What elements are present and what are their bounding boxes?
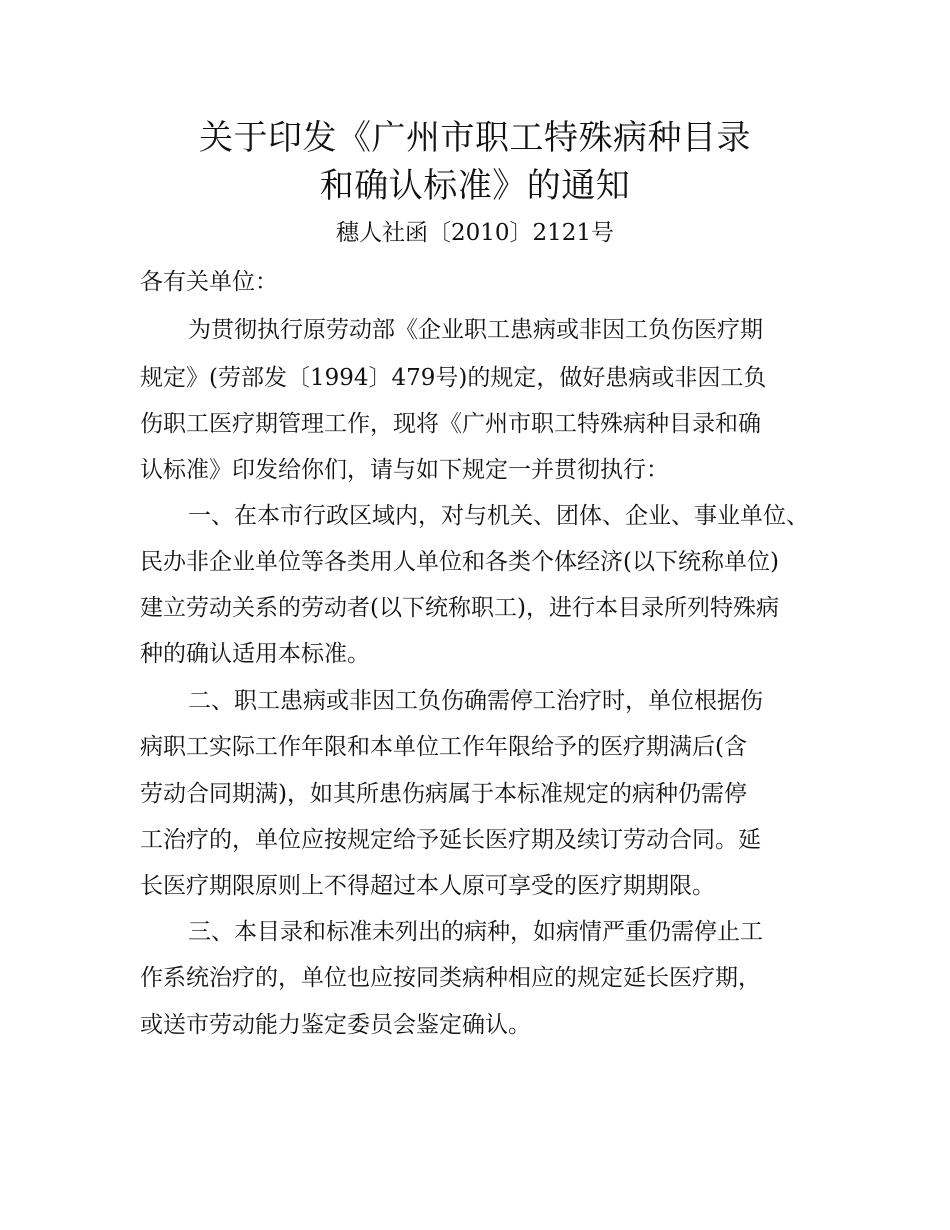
paragraph-4-line-1: 三、本目录和标准未列出的病种，如病情严重仍需停止工: [188, 919, 763, 945]
paragraph-3-line-1: 二、职工患病或非因工负伤确需停工治疗时，单位根据伤: [188, 688, 763, 714]
paragraph-3-line-3: 劳动合同期满)，如其所患伤病属于本标准规定的病种仍需停: [140, 781, 747, 807]
paragraph-1-line-2: 规定》(劳部发〔1994〕479号)的规定，做好患病或非因工负: [140, 365, 767, 391]
paragraph-1-line-1: 为贯彻执行原劳动部《企业职工患病或非因工负伤医疗期: [188, 317, 763, 343]
paragraph-2-line-1: 一、在本市行政区域内，对与机关、团体、企业、事业单位、: [188, 503, 809, 529]
paragraph-3-line-2: 病职工实际工作年限和本单位工作年限给予的医疗期满后(含: [140, 734, 747, 760]
paragraph-4-line-3: 或送市劳动能力鉴定委员会鉴定确认。: [140, 1012, 531, 1038]
paragraph-3-line-5: 长医疗期限原则上不得超过本人原可享受的医疗期期限。: [140, 873, 715, 899]
paragraph-4-line-2: 作系统治疗的，单位也应按同类病种相应的规定延长医疗期，: [140, 965, 761, 991]
paragraph-1-line-4: 认标准》印发给你们，请与如下规定一并贯彻执行：: [140, 457, 669, 483]
document-title-line-2: 和确认标准》的通知: [319, 166, 631, 206]
document-number: 穗人社函〔2010〕2121号: [335, 220, 615, 246]
paragraph-2-line-3: 建立劳动关系的劳动者(以下统称职工)，进行本目录所列特殊病: [140, 595, 779, 621]
paragraph-2-line-4: 种的确认适用本标准。: [140, 641, 370, 667]
document-title-line-1: 关于印发《广州市职工特殊病种目录: [199, 118, 751, 158]
paragraph-3-line-4: 工治疗的，单位应按规定给予延长医疗期及续订劳动合同。延: [140, 827, 761, 853]
paragraph-2-line-2: 民办非企业单位等各类用人单位和各类个体经济(以下统称单位): [140, 549, 779, 575]
salutation: 各有关单位：: [140, 269, 278, 295]
paragraph-1-line-3: 伤职工医疗期管理工作，现将《广州市职工特殊病种目录和确: [140, 411, 761, 437]
